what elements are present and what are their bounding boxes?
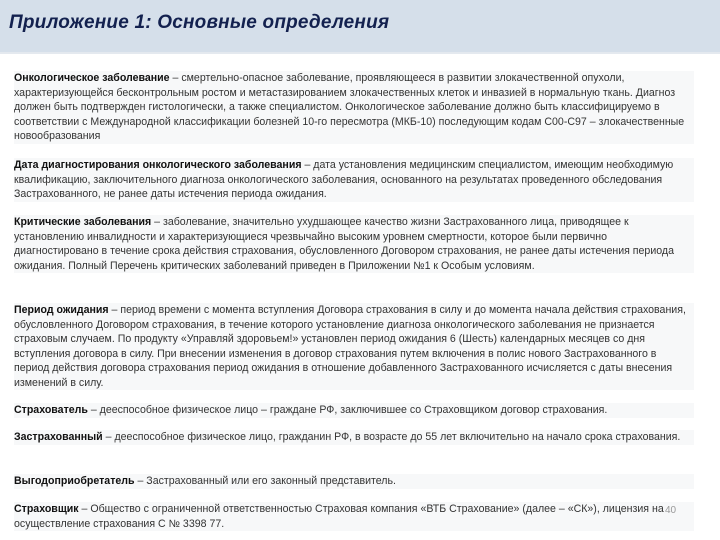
definition-waiting-period	[14, 303, 694, 390]
definition-policyholder	[14, 403, 694, 418]
term: Онкологическое заболевание	[14, 72, 170, 84]
term: Страхователь	[14, 404, 88, 416]
definition-critical-illness	[14, 215, 694, 273]
definition-text: – дееспособное физическое лицо – граждане РФ, заключившее со Страховщиком договор страхования.	[87, 404, 608, 416]
term: Период ожидания	[14, 304, 109, 316]
term: Страховщик	[14, 503, 79, 515]
definition-text: – заболевание, значительно ухудшающее качество жизни Застрахованного лица, приводящее к установлению инвалидности и характеризующиеся чрезвычайно высоким уровнем смертности, которое были первично диагностировано в течение срока действия страхования, обусловленного Договором страхования, не ранее даты истечения периода ожидания. Полный Перечень критических заболеваний приведен в Приложении №1 к Особым условиям.	[14, 216, 674, 272]
definition-beneficiary	[14, 474, 694, 489]
definition-text: – смертельно-опасное заболевание, проявляющееся в развитии злокачественной опухоли, характеризующейся бесконтрольным ростом и метастазированием злокачественных клеток и инвазией в нормальную ткань. Диагноз должен быть подтвержден гистологически, а также специалистом. Онкологическое заболевание должно быть классифицируемо в соответствии с Международной классификации болезней 10-го пересмотра (МКБ-10) последующим кодам С00-С97 – злокачественные новообразования	[14, 72, 685, 142]
definition-insured	[14, 430, 694, 445]
definition-oncology	[14, 71, 694, 144]
definition-text: – Общество с ограниченной ответственностью Страховая компания «ВТБ Страхование» (далее – «СК»), лицензия на осуществление страхования С № 3398 77.	[14, 503, 664, 530]
definition-insurer	[14, 502, 694, 531]
term: Застрахованный	[14, 431, 103, 443]
term: Выгодоприобретатель	[14, 475, 135, 487]
definition-text: – период времени с момента вступления Договора страхования в силу и до момента начала действия страхования, обусловленного Договором страхования, в течение которого установление диагноза онкологического заболевания не признается страховым случаем. По продукту «Управляй здоровьем!» установлен период ожидания 6 (Шесть) календарных месяцев со дня вступления договора в силу. При внесении изменения в договор страхования путем включения в полис нового Застрахованного в период действия договора страхования период ожидания в отношение добавленного Застрахованного исчисляется с даты внесения изменений в силу.	[14, 304, 686, 389]
term: Дата диагностирования онкологического заболевания	[14, 159, 302, 171]
page-title: Приложение 1: Основные определения	[9, 12, 390, 33]
header-band	[0, 0, 720, 54]
definition-text: – дата установления медицинским специалистом, имеющим необходимую квалификацию, заключительного диагноза онкологического заболевания, основанного на результатах проведенного обследования Застрахованного, не ранее даты истечения периода ожидания.	[14, 159, 674, 200]
term: Критические заболевания	[14, 216, 152, 228]
definition-diagnosis-date	[14, 158, 694, 202]
definition-text: – дееспособное физическое лицо, гражданин РФ, в возрасте до 55 лет включительно на начало срока страхования.	[102, 431, 681, 443]
definition-text: – Застрахованный или его законный представитель.	[134, 475, 396, 487]
page-number: 40	[665, 505, 677, 516]
